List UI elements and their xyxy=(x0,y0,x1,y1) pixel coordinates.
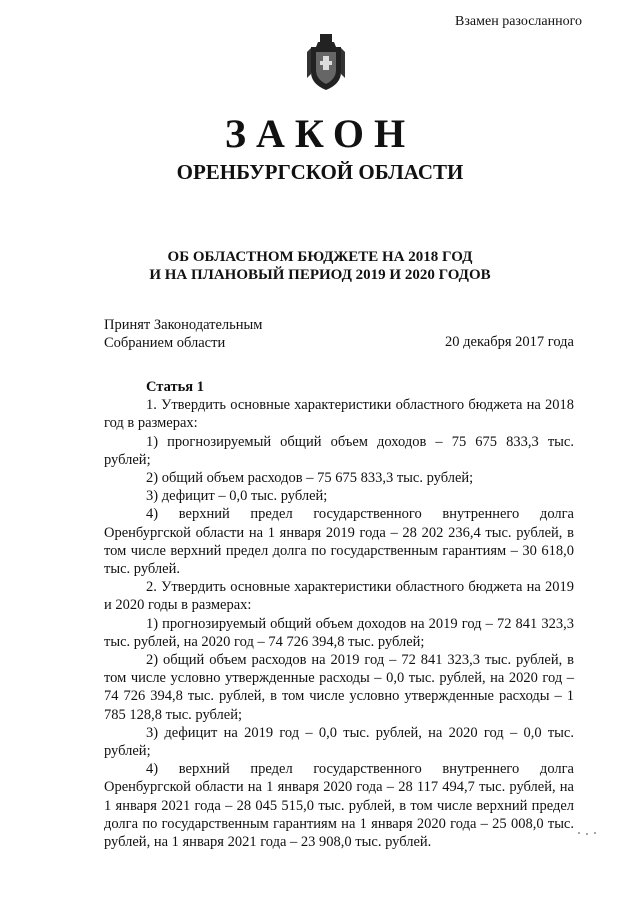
scan-speck xyxy=(578,832,580,834)
list-item: 1) прогнозируемый общий объем доходов – 75 675 833,3 тыс. рублей; xyxy=(104,433,574,468)
article-1 xyxy=(104,378,574,851)
adoption-line-2: Собранием области xyxy=(104,335,226,351)
subject-line-2: И НА ПЛАНОВЫЙ ПЕРИОД 2019 И 2020 ГОДОВ xyxy=(149,267,491,283)
region-title: ОРЕНБУРГСКОЙ ОБЛАСТИ xyxy=(176,160,464,184)
scan-speck xyxy=(586,833,588,835)
list-item: 1) прогнозируемый общий объем доходов на 2019 год – 72 841 323,3 тыс. рублей, на 2020 год – 74 726 394,8 тыс. рублей; xyxy=(104,615,574,650)
coat-of-arms-icon xyxy=(305,34,347,92)
stamp-note: Взамен разосланного xyxy=(455,14,582,29)
scan-speck xyxy=(594,832,596,834)
paragraph-2: 2. Утвердить основные характеристики областного бюджета на 2019 и 2020 годы в размерах: xyxy=(104,579,574,614)
law-title: ЗАКОН xyxy=(224,111,416,156)
law-subject xyxy=(0,248,640,284)
subject-line-1: ОБ ОБЛАСТНОМ БЮДЖЕТЕ НА 2018 ГОД xyxy=(167,249,473,265)
paragraph-1: 1. Утвердить основные характеристики областного бюджета на 2018 год в размерах: xyxy=(104,397,574,432)
list-item: 3) дефицит на 2019 год – 0,0 тыс. рублей, на 2020 год – 0,0 тыс. рублей; xyxy=(104,724,574,760)
adoption-line-1: Принят Законодательным xyxy=(104,317,263,333)
list-item: 2) общий объем расходов – 75 675 833,3 тыс. рублей; xyxy=(146,470,474,487)
list-item: 3) дефицит – 0,0 тыс. рублей; xyxy=(146,488,328,505)
article-heading: Статья 1 xyxy=(146,379,204,395)
list-item: 2) общий объем расходов на 2019 год – 72 841 323,3 тыс. рублей, в том числе условно утвержденные расходы – 0,0 тыс. рублей, на 2020 год – 74 726 394,8 тыс. рублей, в том числе условно утвержденные расходы – 1 785 128,8 тыс. рублей; xyxy=(104,652,574,723)
list-item: 4) верхний предел государственного внутреннего долга Оренбургской области на 1 января 2019 года – 28 202 236,4 тыс. рублей, в том числе верхний предел долга по государственным гарантиям – 30 618,0 тыс. рублей. xyxy=(104,506,574,578)
adoption-date: 20 декабря 2017 года xyxy=(445,334,574,350)
adoption-authority xyxy=(104,316,262,352)
list-item: 4) верхний предел государственного внутреннего долга Оренбургской области на 1 января 2020 года – 28 117 494,7 тыс. рублей, на 1 января 2021 года – 28 045 515,0 тыс. рублей, в том числе верхний предел долга по государственным гарантиям на 1 января 2020 года – 25 008,0 тыс. рублей, на 1 января 2021 года – 23 908,0 тыс. рублей. xyxy=(104,761,574,851)
